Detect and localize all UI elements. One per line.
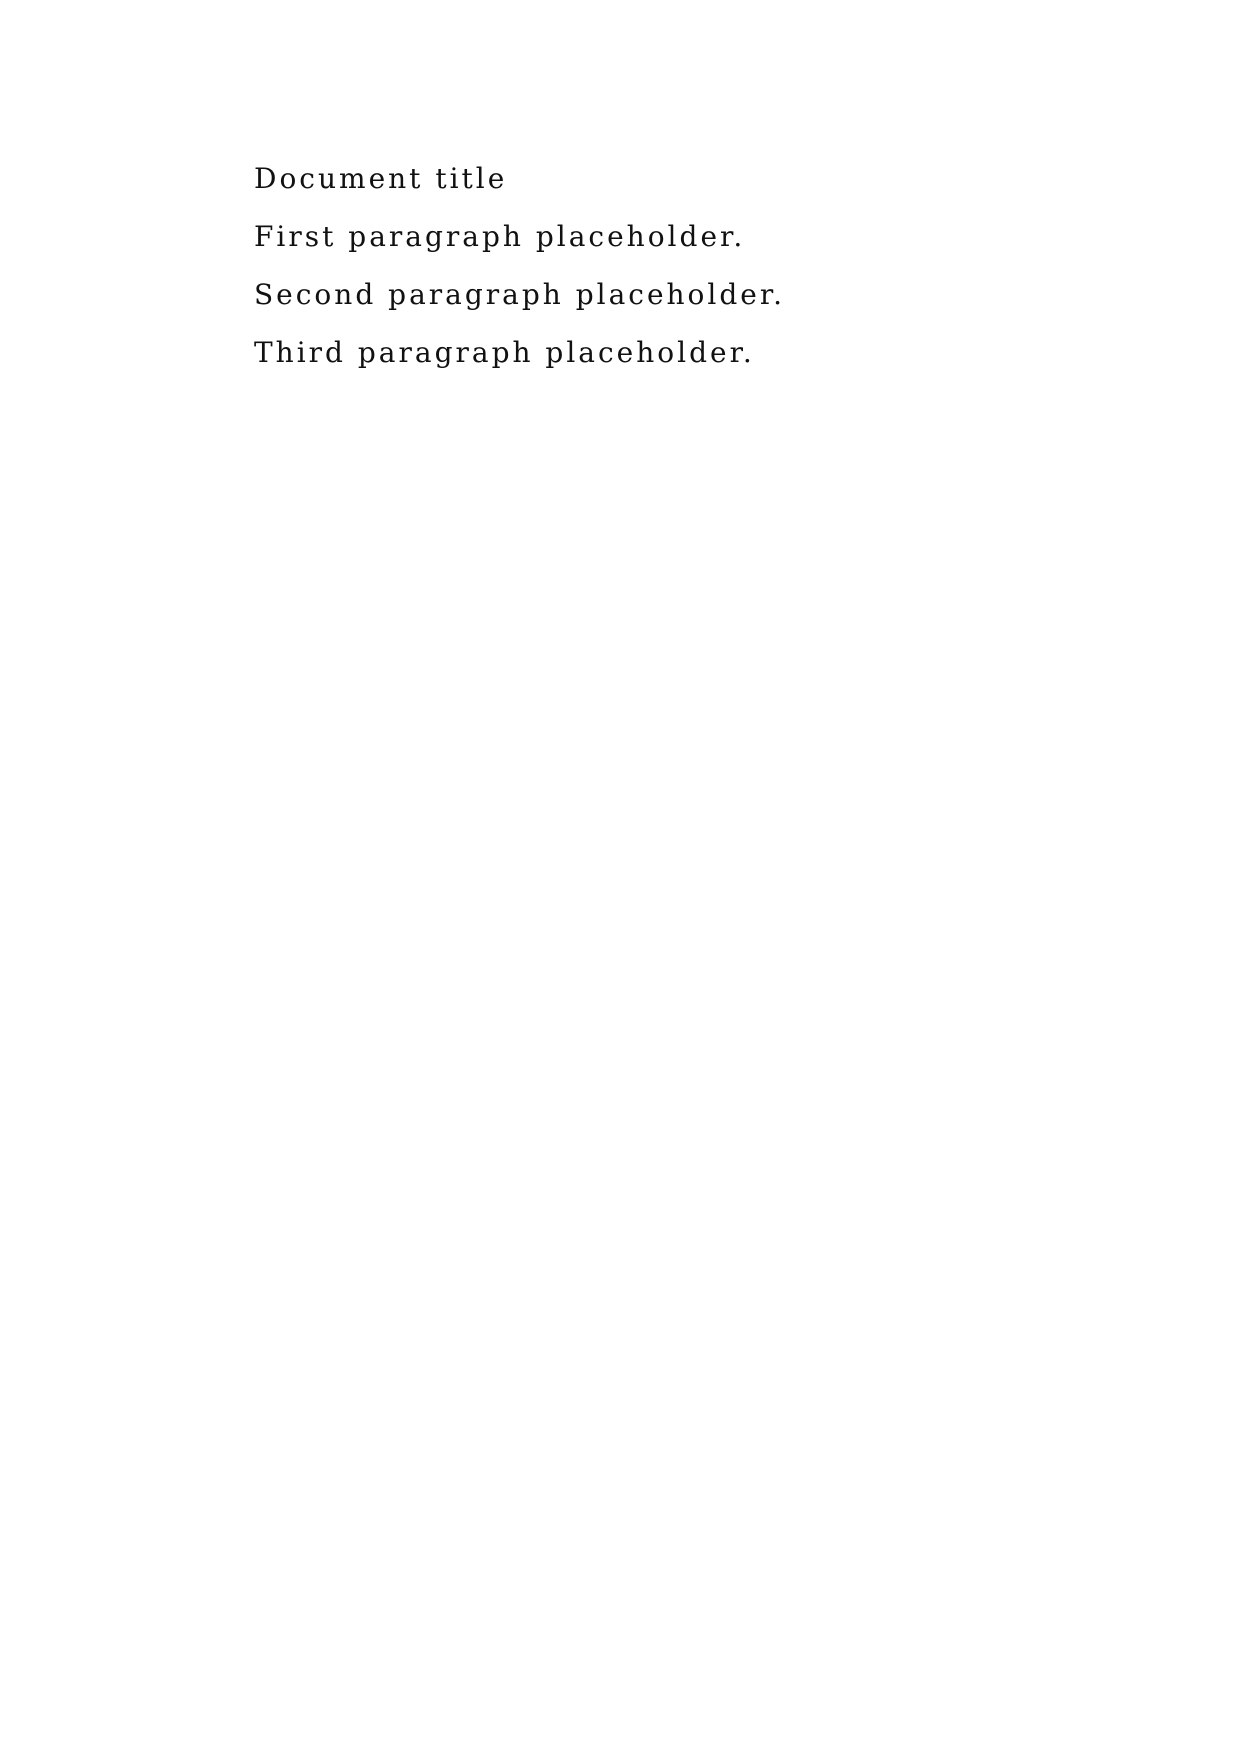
paragraph-list <box>190 208 1051 382</box>
paragraph: Second paragraph placeholder. <box>254 278 786 311</box>
paragraph: Third paragraph placeholder. <box>254 336 755 369</box>
paragraph: First paragraph placeholder. <box>254 220 746 253</box>
document-title: Document title <box>254 162 508 195</box>
